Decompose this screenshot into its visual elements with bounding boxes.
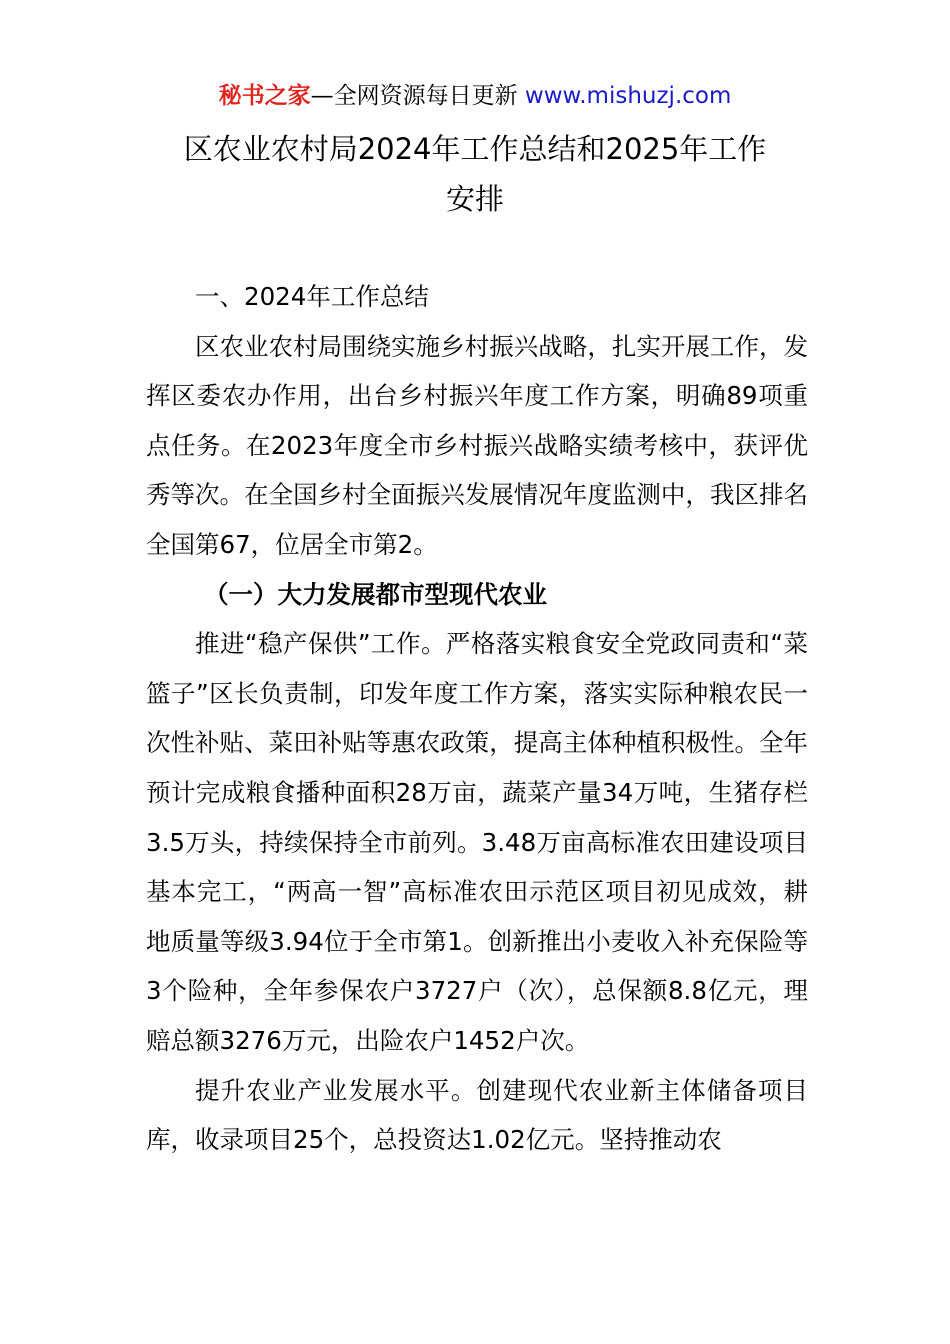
document-title-line-2: 安排 (445, 182, 504, 216)
subsection-heading: （一）大力发展都市型现代农业 (204, 579, 547, 609)
site-slogan: —全网资源每日更新 (310, 83, 518, 109)
document-title (100, 124, 850, 224)
paragraph-1: 区农业农村局围绕实施乡村振兴战略，扎实开展工作，发挥区委农办作用，出台乡村振兴年度工作方案，明确89项重点任务。在2023年度全市乡村振兴战略实绩考核中，获评优秀等次。在全国乡村全面振兴发展情况年度监测中，我区排名全国第67，位居全市第2。 (146, 331, 808, 559)
document-title-line-1: 区农业农村局2024年工作总结和2025年工作 (183, 132, 767, 166)
site-header (0, 80, 950, 112)
section-heading: 一、2024年工作总结 (195, 282, 429, 311)
site-url-link[interactable]: www.mishuzj.com (524, 83, 732, 109)
paragraph-2: 推进“稳产保供”工作。严格落实粮食安全党政同责和“菜篮子”区长负责制，印发年度工作方案，落实实际种粮农民一次性补贴、菜田补贴等惠农政策，提高主体种植积极性。全年预计完成粮食播种面积28万亩，蔬菜产量34万吨，生猪存栏3.5万头，持续保持全市前列。3.48万亩高标准农田建设项目基本完工，“两高一智”高标准农田示范区项目初见成效，耕地质量等级3.94位于全市第1。创新推出小麦收入补充保险等3个险种，全年参保农户3727户（次），总保额8.8亿元，理赔总额3276万元，出险农户1452户次。 (146, 629, 808, 1055)
document-body (146, 272, 808, 1165)
paragraph-3: 提升农业产业发展水平。创建现代农业新主体储备项目库，收录项目25个，总投资达1.02亿元。坚持推动农 (146, 1075, 808, 1155)
site-brand: 秘书之家 (218, 83, 311, 109)
